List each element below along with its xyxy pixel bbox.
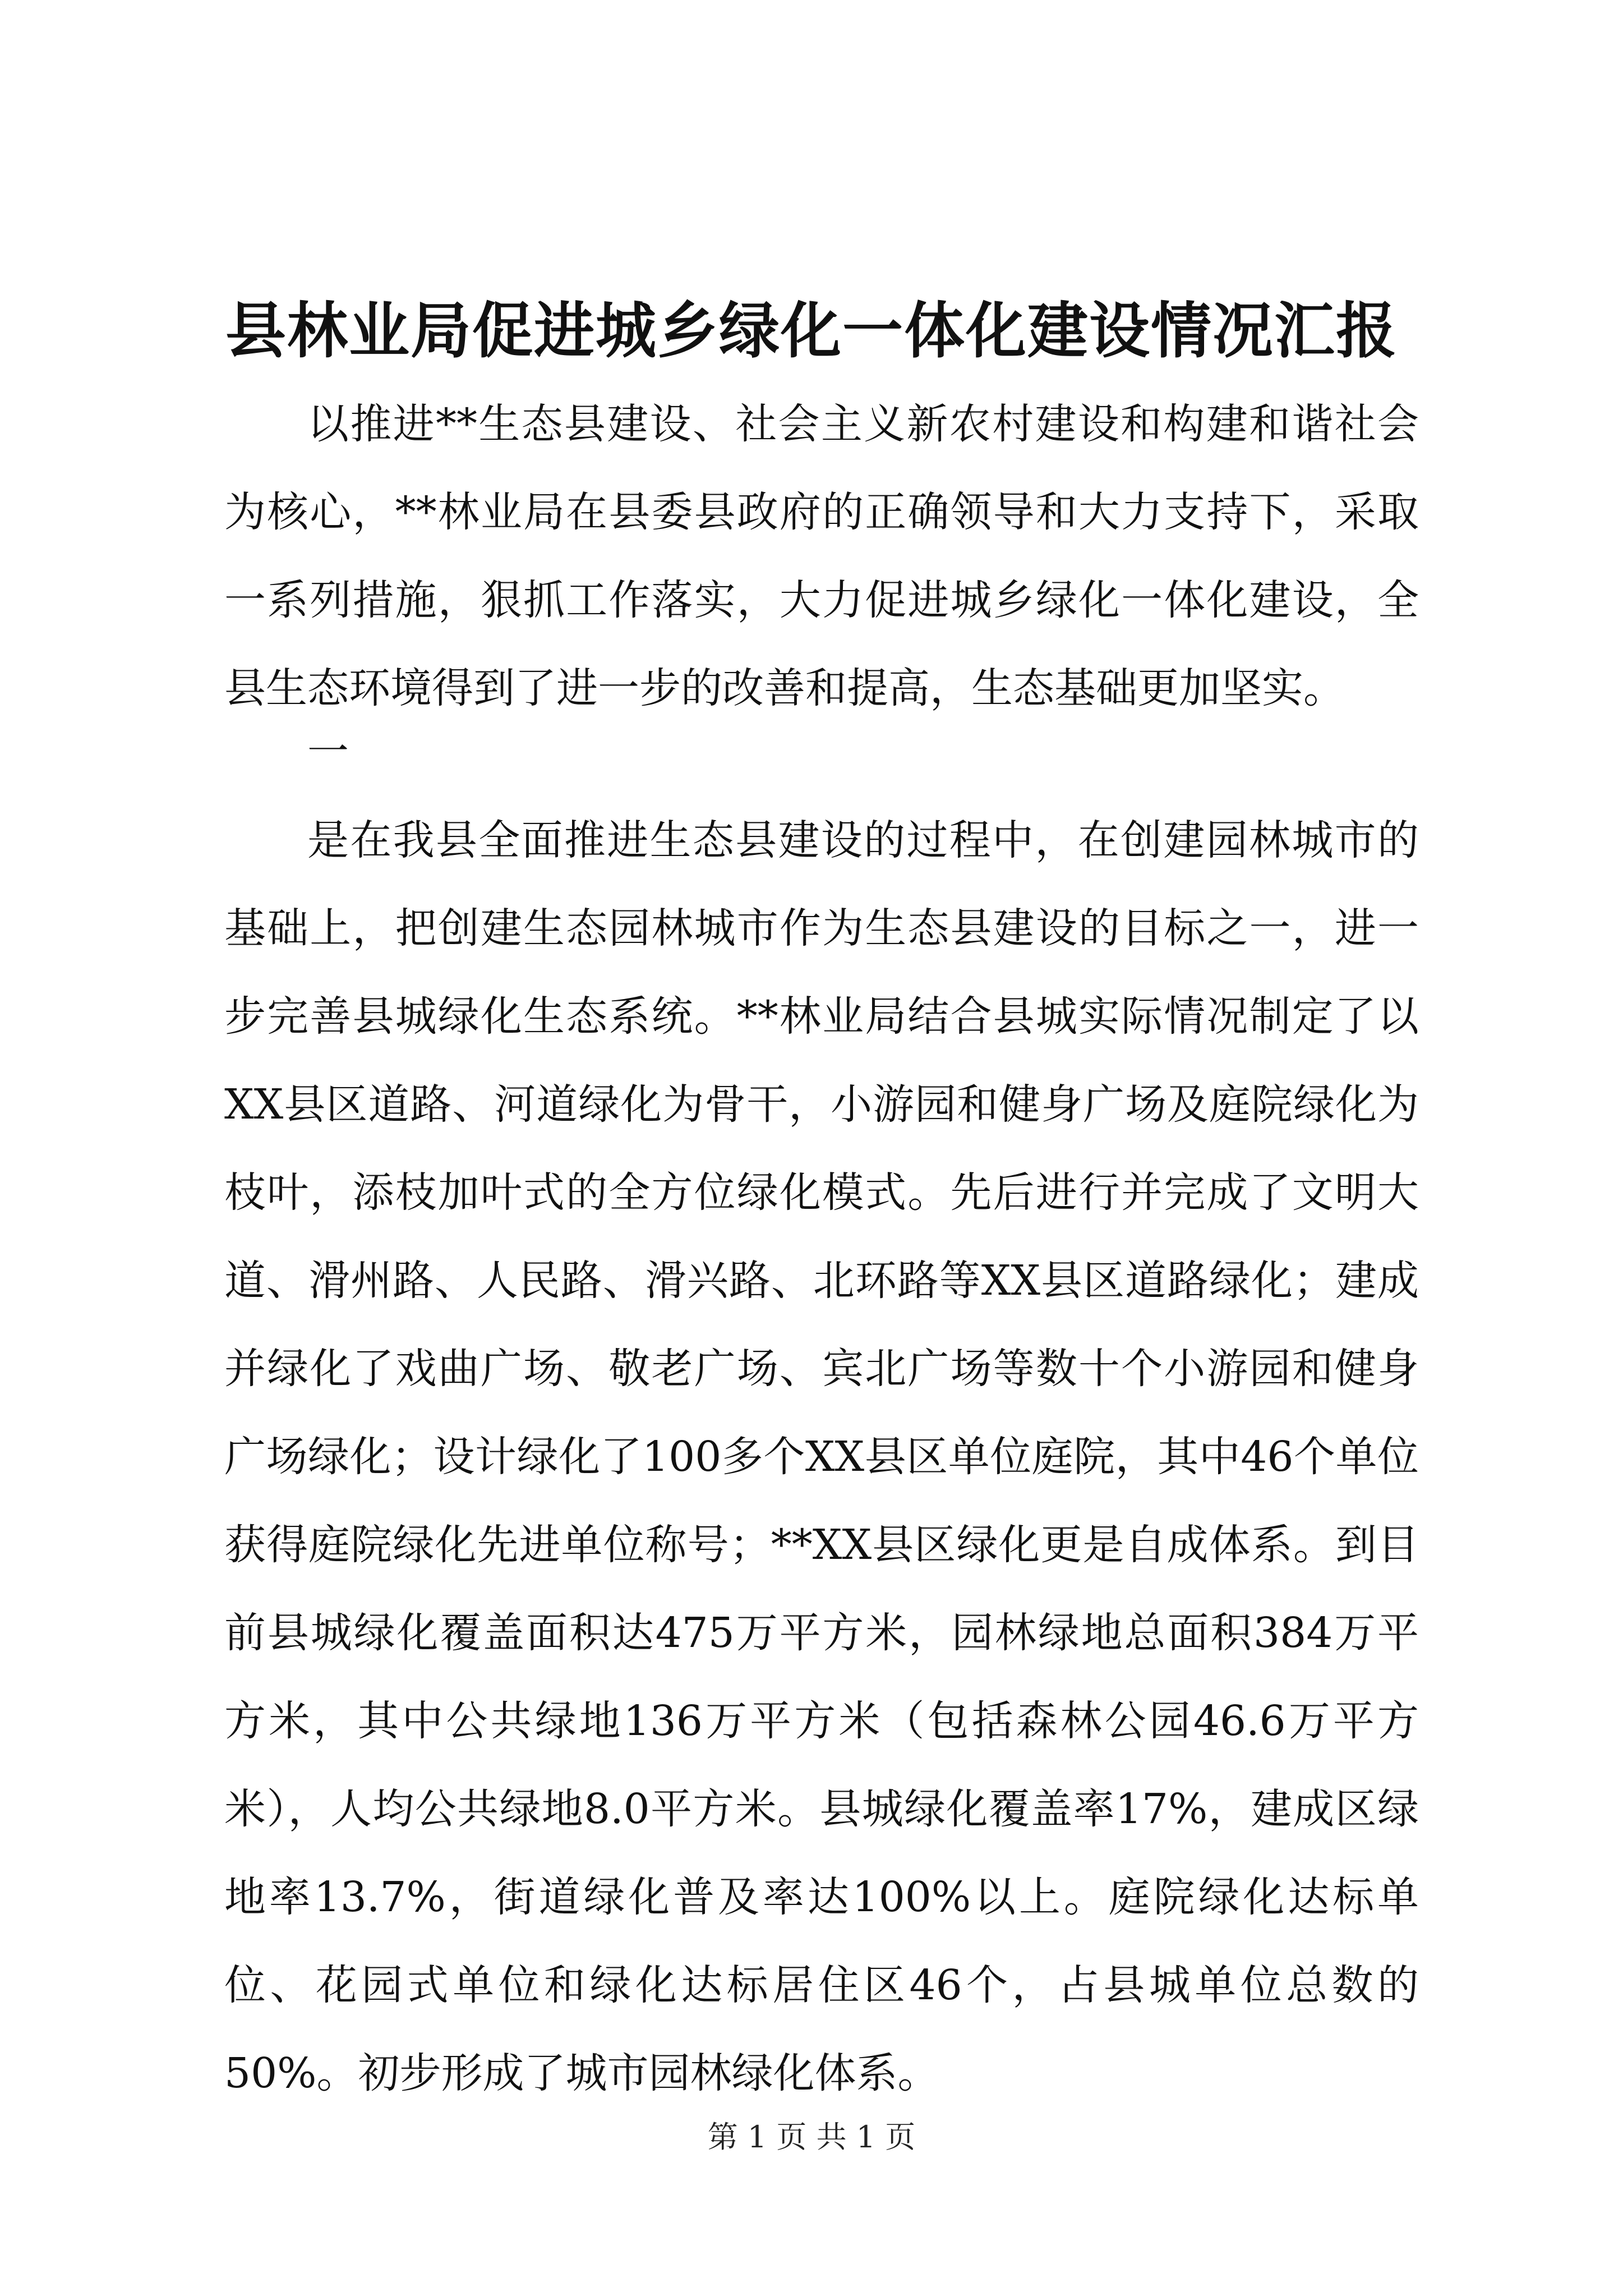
page-number-footer: 第 1 页 共 1 页 (707, 2119, 916, 2155)
paragraph-intro: 以推进**生态县建设、社会主义新农村建设和构建和谐社会为核心，**林业局在县委县政府的正确领导和大力支持下，采取一系列措施，狠抓工作落实，大力促进城乡绿化一体化建设，全县生态环境得到了进一步的改善和提高，生态基础更加坚实。 (224, 400, 1419, 712)
paragraph-section-marker: 一 (307, 728, 349, 776)
document-title: 县林业局促进城乡绿化一体化建设情况汇报 (225, 296, 1398, 366)
paragraph-body: 是在我县全面推进生态县建设的过程中，在创建园林城市的基础上，把创建生态园林城市作为生态县建设的目标之一，进一步完善县城绿化生态系统。**林业局结合县城实际情况制定了以XX县区道路、河道绿化为骨干，小游园和健身广场及庭院绿化为枝叶，添枝加叶式的全方位绿化模式。先后进行并完成了文明大道、滑州路、人民路、滑兴路、北环路等XX县区道路绿化；建成并绿化了戏曲广场、敬老广场、宾北广场等数十个小游园和健身广场绿化；设计绿化了100多个XX县区单位庭院，其中46个单位获得庭院绿化先进单位称号；**XX县区绿化更是自成体系。到目前县城绿化覆盖面积达475万平方米，园林绿地总面积384万平方米，其中公共绿地136万平方米（包括森林公园46.6万平方米），人均公共绿地8.0平方米。县城绿化覆盖率17%，建成区绿地率13.7%，街道绿化普及率达100%以上。庭院绿化达标单位、花园式单位和绿化达标居住区46个，占县城单位总数的50%。初步形成了城市园林绿化体系。 (224, 816, 1419, 2097)
